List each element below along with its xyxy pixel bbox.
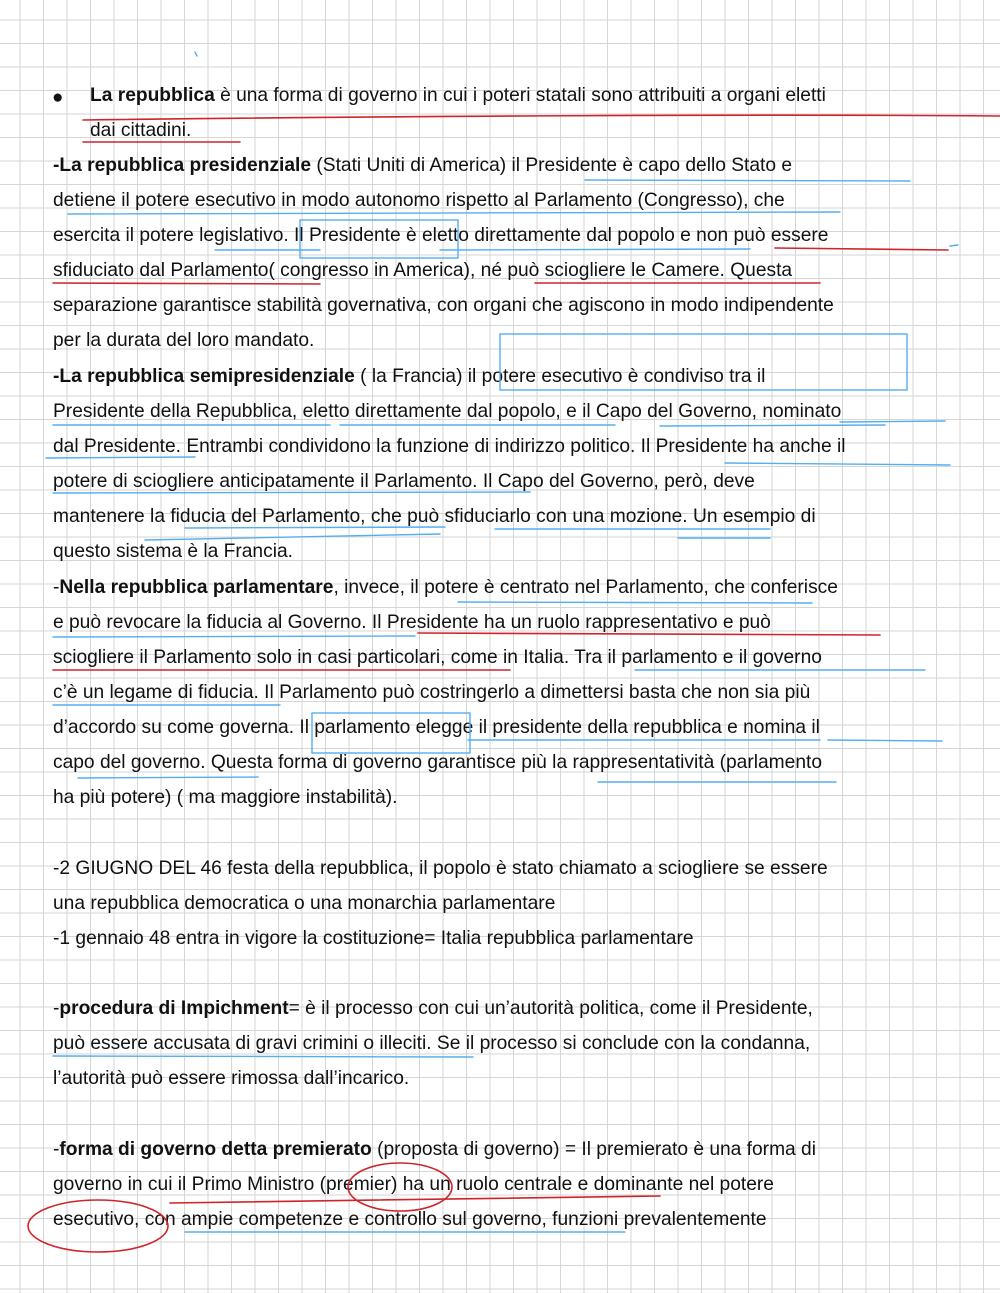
line-text: , invece, il potere è centrato nel Parlamento, che conferisce — [333, 577, 838, 598]
blue-underline — [440, 249, 750, 250]
text-line: separazione garantisce stabilità governativa, con organi che agiscono in modo indipendente — [53, 295, 834, 316]
red-underline — [83, 115, 1000, 120]
text-line: dal Presidente. Entrambi condividono la funzione di indirizzo politico. Il Presidente ha anche il — [53, 436, 846, 457]
text-line — [53, 576, 838, 600]
bold-term: procedura di Impichment — [59, 998, 289, 1019]
text-line: governo in cui il Primo Ministro (premier) ha un ruolo centrale e dominante nel potere — [53, 1174, 774, 1195]
text-line: Presidente della Repubblica, eletto direttamente dal popolo, e il Capo del Governo, nominato — [53, 401, 842, 422]
blue-underline — [840, 421, 945, 422]
text-line — [53, 997, 813, 1021]
text-line: l’autorità può essere rimossa dall’incarico. — [53, 1068, 410, 1089]
line-text: è una forma di governo in cui i poteri statali sono attribuiti a organi eletti — [214, 85, 826, 106]
text-line: una repubblica democratica o una monarchia parlamentare — [53, 893, 556, 914]
text-line: capo del governo. Questa forma di governo garantisce più la rappresentatività (parlamento — [53, 752, 823, 773]
text-line: ha più potere) ( ma maggiore instabilità). — [53, 787, 398, 808]
line-text: - — [53, 577, 60, 598]
text-line: sciogliere il Parlamento solo in casi particolari, come in Italia. Tra il parlamento e il governo — [53, 647, 822, 668]
bold-term: La repubblica — [90, 85, 215, 106]
text-line: sfiduciato dal Parlamento( congresso in America), né può sciogliere le Camere. Questa — [53, 260, 793, 281]
line-text: ( la Francia) il potere esecutivo è condiviso tra il — [354, 366, 766, 387]
text-line: mantenere la fiducia del Parlamento, che può sfiduciarlo con una mozione. Un esempio di — [53, 506, 816, 527]
ink-dot — [195, 52, 197, 56]
line-text: - — [53, 1139, 60, 1160]
line-text: (proposta di governo) = Il premierato è una forma di — [371, 1139, 816, 1160]
text-line: d’accordo su come governa. Il parlamento elegge il presidente della repubblica e nomina il — [53, 717, 820, 738]
text-line: questo sistema è la Francia. — [53, 541, 293, 562]
bold-term: -La repubblica presidenziale — [53, 155, 312, 176]
bold-term: Nella repubblica parlamentare — [59, 577, 334, 598]
text-line: -1 gennaio 48 entra in vigore la costituzione= Italia repubblica parlamentare — [53, 928, 694, 949]
text-line — [53, 154, 792, 178]
blue-underline — [725, 463, 950, 465]
line-text: - — [53, 998, 60, 1019]
blue-underline — [458, 602, 812, 603]
text-line: detiene il potere esecutivo in modo autonomo rispetto al Parlamento (Congresso), che — [53, 190, 785, 211]
blue-underline — [828, 740, 942, 741]
blue-underline — [78, 777, 258, 778]
text-line — [90, 84, 826, 108]
text-line: dai cittadini. — [90, 120, 192, 141]
text-line: potere di sciogliere anticipatamente il Parlamento. Il Capo del Governo, però, deve — [53, 471, 755, 492]
bullet-icon: ● — [52, 87, 64, 108]
line-text: (Stati Uniti di America) il Presidente è capo dello Stato e — [311, 155, 793, 176]
text-line: può essere accusata di gravi crimini o illeciti. Se il processo si conclude con la condanna, — [53, 1033, 811, 1054]
blue-underline — [585, 180, 910, 181]
red-underline — [775, 248, 948, 250]
text-line: per la durata del loro mandato. — [53, 330, 315, 351]
blue-underline — [660, 425, 885, 426]
bold-term: -La repubblica semipresidenziale — [53, 366, 355, 387]
text-line: esecutivo, con ampie competenze e controllo sul governo, funzioni prevalentemente — [53, 1209, 767, 1230]
text-line: e può revocare la fiducia al Governo. Il Presidente ha un ruolo rappresentativo e può — [53, 612, 771, 633]
text-line: -2 GIUGNO DEL 46 festa della repubblica, il popolo è stato chiamato a sciogliere se essere — [53, 858, 828, 879]
text-line — [53, 365, 765, 389]
red-underline — [53, 283, 320, 284]
blue-underline — [53, 636, 415, 637]
text-line — [53, 1138, 816, 1162]
blue-underline — [53, 1056, 473, 1057]
bold-term: forma di governo detta premierato — [59, 1139, 372, 1160]
line-text: = è il processo con cui un’autorità politica, come il Presidente, — [288, 998, 813, 1019]
text-line: esercita il potere legislativo. Il Presidente è eletto direttamente dal popolo e non può essere — [53, 225, 829, 246]
text-line: c’è un legame di fiducia. Il Parlamento può costringerlo a dimettersi basta che non sia più — [53, 682, 811, 703]
blue-underline — [950, 245, 958, 246]
red-underline — [170, 1196, 660, 1203]
